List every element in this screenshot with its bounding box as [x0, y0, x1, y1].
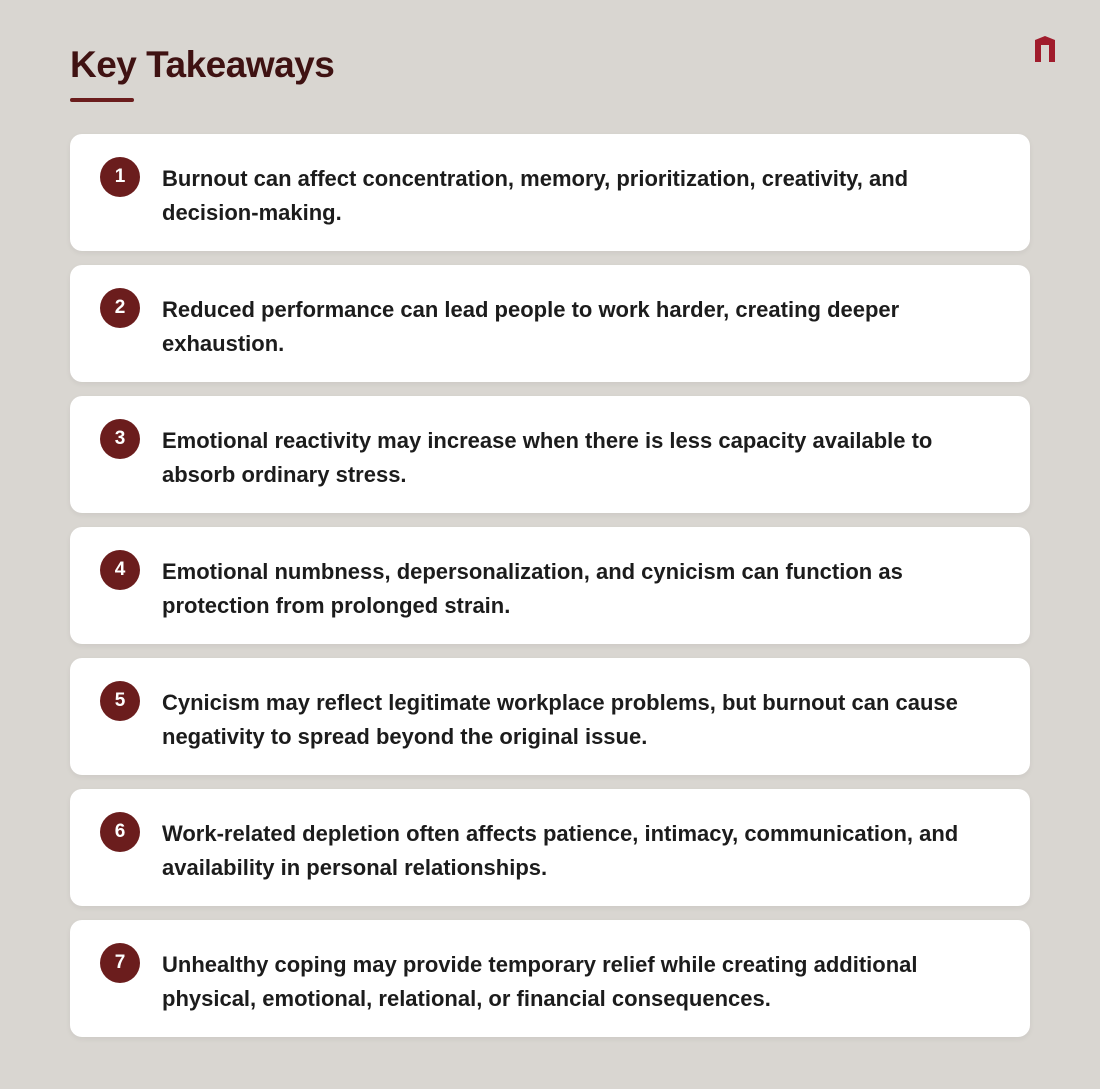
takeaways-list	[70, 134, 1030, 1051]
takeaway-number-badge: 2	[100, 288, 140, 328]
takeaway-text: Burnout can affect concentration, memory, prioritization, creativity, and decision-making.	[162, 166, 909, 225]
takeaway-number-badge: 4	[100, 550, 140, 590]
takeaway-text: Unhealthy coping may provide temporary relief while creating additional physical, emotional, relational, or financial consequences.	[162, 952, 918, 1011]
takeaway-text: Cynicism may reflect legitimate workplace problems, but burnout can cause negativity to spread beyond the original issue.	[162, 690, 958, 749]
takeaway-number-badge: 1	[100, 157, 140, 197]
takeaway-card	[70, 527, 1030, 644]
takeaway-card	[70, 789, 1030, 906]
takeaway-number-badge: 6	[100, 812, 140, 852]
takeaway-card	[70, 658, 1030, 775]
takeaway-number-badge: 7	[100, 943, 140, 983]
takeaway-text: Work-related depletion often affects patience, intimacy, communication, and availability in personal relationships.	[162, 821, 959, 880]
page-title: Key Takeaways	[70, 44, 335, 85]
takeaway-text: Emotional numbness, depersonalization, and cynicism can function as protection from prolonged strain.	[162, 559, 903, 618]
takeaway-number-badge: 3	[100, 419, 140, 459]
takeaway-number-badge: 5	[100, 681, 140, 721]
takeaway-text: Emotional reactivity may increase when there is less capacity available to absorb ordinary stress.	[162, 428, 933, 487]
takeaway-text: Reduced performance can lead people to work harder, creating deeper exhaustion.	[162, 297, 900, 356]
shield-logo-icon	[1033, 36, 1057, 62]
takeaway-card	[70, 134, 1030, 251]
takeaway-card	[70, 396, 1030, 513]
takeaway-card	[70, 265, 1030, 382]
title-underline	[70, 98, 134, 102]
takeaway-card	[70, 920, 1030, 1037]
